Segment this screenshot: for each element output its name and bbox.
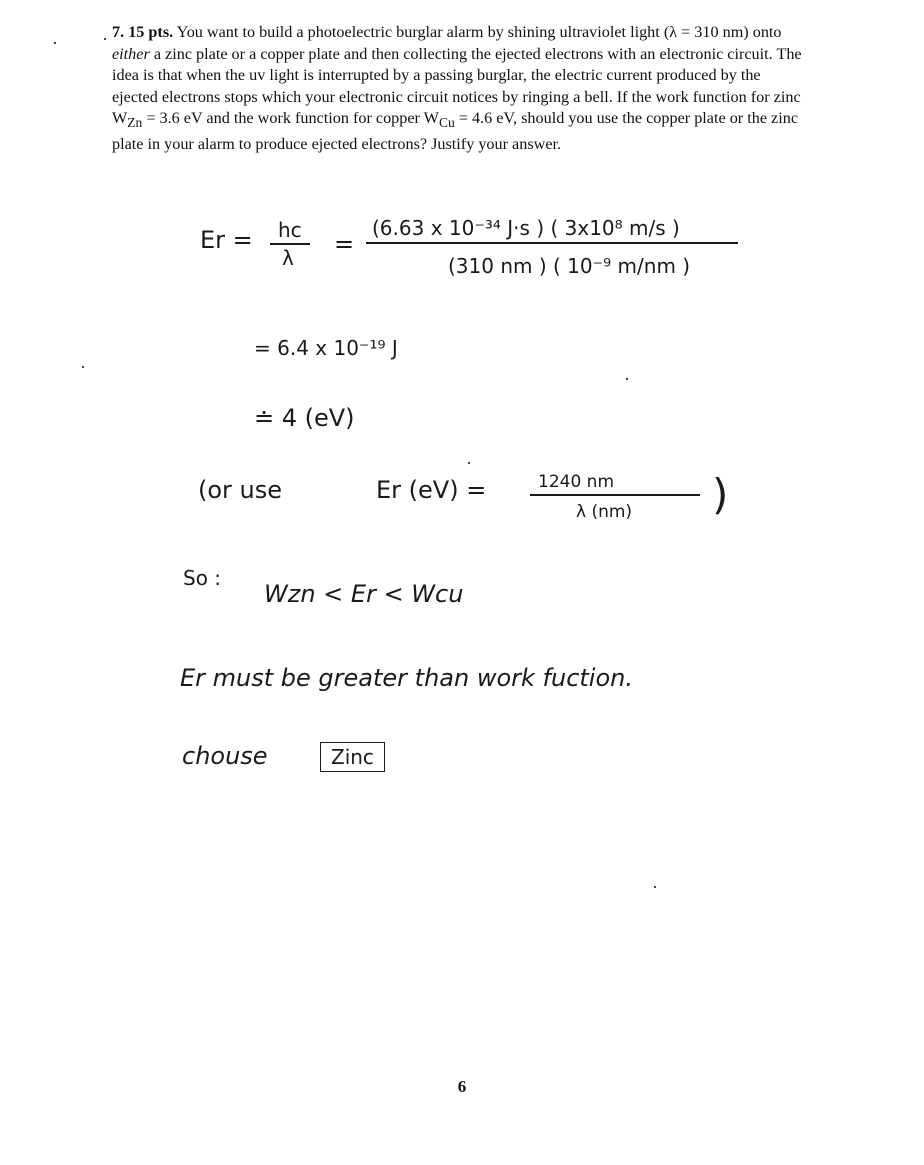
alt-denominator: λ (nm)	[576, 502, 633, 522]
alt-prefix: (or use	[198, 476, 283, 504]
equals-sign: =	[334, 230, 355, 258]
problem-number: 7.	[112, 23, 125, 41]
so-label: So :	[183, 566, 222, 590]
problem-statement	[112, 22, 802, 156]
choose-label: chouse	[182, 742, 268, 770]
scan-speck	[468, 462, 470, 464]
alt-fraction-bar	[530, 494, 700, 496]
conclusion-statement: Er must be greater than work fuction.	[180, 664, 633, 692]
energy-ev: ≐ 4 (eV)	[254, 404, 355, 432]
subscript-zn: Zn	[127, 115, 143, 131]
scan-speck	[104, 38, 106, 40]
problem-text-b: a zinc plate or a copper plate and then collecting the ejected electrons with an electronic circuit. The idea is that when the uv light is interrupted by a passing burglar, the electric current produced by the ejected electrons stops which your electronic circuit notices by ringing a bell. If the work function for zinc W	[112, 44, 802, 128]
energy-denominator: (310 nm ) ( 10⁻⁹ m/nm )	[448, 254, 691, 278]
energy-joules: = 6.4 x 10⁻¹⁹ J	[254, 336, 398, 360]
energy-numerator: (6.63 x 10⁻³⁴ J·s ) ( 3x10⁸ m/s )	[372, 216, 680, 240]
work-function-inequality: Wzn < Er < Wcu	[264, 580, 464, 608]
scan-speck	[626, 378, 628, 380]
alt-lhs: Er (eV) =	[376, 476, 487, 504]
scan-speck	[654, 886, 656, 888]
alt-close-paren: )	[712, 470, 729, 519]
energy-lhs: Er =	[200, 226, 253, 254]
page-number: 6	[457, 1077, 467, 1096]
energy-fraction-bar	[366, 242, 738, 244]
lambda-denominator: λ	[282, 246, 294, 270]
hc-numerator: hc	[278, 218, 302, 242]
alt-numerator: 1240 nm	[538, 472, 615, 492]
answer-box: Zinc	[320, 742, 385, 772]
problem-text-d: = 4.6 eV, should you use the copper plate or the zinc plate in your alarm to produce ejected electrons? Justify your answer.	[112, 109, 799, 154]
scan-speck	[82, 366, 84, 368]
problem-points: 15 pts.	[128, 23, 174, 41]
problem-text-c: = 3.6 eV and the work function for copper W	[142, 109, 439, 128]
problem-emphasis: either	[112, 44, 150, 63]
scan-speck	[54, 42, 56, 44]
subscript-cu: Cu	[438, 115, 455, 131]
hc-fraction-bar	[270, 243, 310, 245]
problem-text-a: You want to build a photoelectric burglar alarm by shining ultraviolet light (λ = 310 nm) onto	[176, 23, 782, 41]
